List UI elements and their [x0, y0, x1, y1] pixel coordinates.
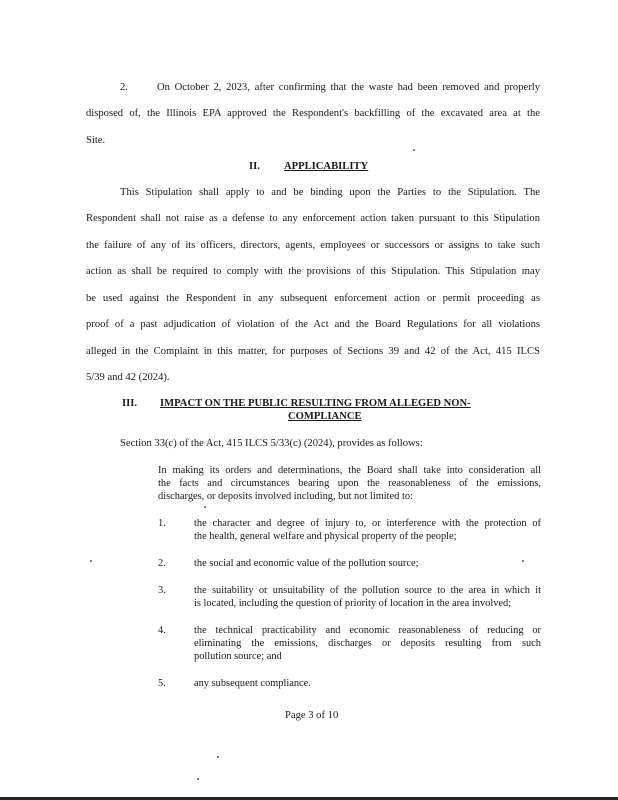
- paragraph-line: 5/39 and 42 (2024).: [86, 372, 170, 383]
- quote-line: the facts and circumstances bearing upon the reasonableness of the emissions,: [158, 478, 541, 489]
- paragraph-line: alleged in the Complaint in this matter, for purposes of Sections 39 and 42 of the Act, 415 ILCS: [86, 346, 540, 357]
- scan-speck: [204, 506, 206, 508]
- list-item-number: 1.: [158, 518, 166, 529]
- section-heading: IMPACT ON THE PUBLIC RESULTING FROM ALLEGED NON-: [160, 398, 471, 409]
- quote-line: In making its orders and determinations, the Board shall take into consideration all: [158, 465, 541, 476]
- page-number: Page 3 of 10: [285, 710, 339, 721]
- scan-speck: [217, 756, 219, 758]
- section-heading: APPLICABILITY: [284, 161, 369, 172]
- list-item-line: eliminating the emissions, discharges or deposits resulting from such: [194, 638, 541, 649]
- list-item-line: the character and degree of injury to, or interference with the protection of: [194, 518, 541, 529]
- paragraph-line: be used against the Respondent in any subsequent enforcement action or permit proceeding as: [86, 293, 540, 304]
- paragraph-line: Section 33(c) of the Act, 415 ILCS 5/33(c) (2024), provides as follows:: [120, 438, 423, 449]
- paragraph-line: Site.: [86, 135, 106, 146]
- scan-speck: [522, 560, 524, 562]
- list-item-line: the suitability or unsuitability of the pollution source to the area in which it: [194, 585, 541, 596]
- list-item-number: 3.: [158, 585, 166, 596]
- list-item-number: 2.: [158, 558, 166, 569]
- paragraph-line: action as shall be required to comply with the provisions of this Stipulation. This Stipulation may: [86, 266, 540, 277]
- scan-speck: [413, 149, 415, 151]
- paragraph-line: proof of a past adjudication of violation of the Act and the Board Regulations for all violations: [86, 319, 540, 330]
- paragraph-line: Respondent shall not raise as a defense to any enforcement action taken pursuant to this Stipulation: [86, 213, 540, 224]
- quote-line: discharges, or deposits involved including, but not limited to:: [158, 491, 413, 502]
- list-item-line: pollution source; and: [194, 651, 282, 662]
- section-numeral: III.: [122, 398, 138, 409]
- paragraph-line: the failure of any of its officers, directors, agents, employees or successors or assigns to take such: [86, 240, 540, 251]
- scan-speck: [197, 778, 199, 780]
- list-item-line: any subsequent compliance.: [194, 678, 311, 689]
- list-item-line: the health, general welfare and physical property of the people;: [194, 531, 457, 542]
- paragraph-line: On October 2, 2023, after confirming that the waste had been removed and properly: [157, 82, 540, 93]
- scan-speck: [90, 560, 92, 562]
- paragraph-number: 2.: [120, 82, 128, 93]
- list-item-number: 5.: [158, 678, 166, 689]
- list-item-number: 4.: [158, 625, 166, 636]
- list-item-line: the technical practicability and economic reasonableness of reducing or: [194, 625, 541, 636]
- section-heading-continued: COMPLIANCE: [288, 411, 362, 422]
- section-numeral: II.: [249, 161, 260, 172]
- paragraph-line: This Stipulation shall apply to and be binding upon the Parties to the Stipulation. The: [120, 187, 540, 198]
- list-item-line: the social and economic value of the pollution source;: [194, 558, 419, 569]
- list-item-line: is located, including the question of priority of location in the area involved;: [194, 598, 512, 609]
- paragraph-line: disposed of, the Illinois EPA approved the Respondent's backfilling of the excavated area at the: [86, 108, 540, 119]
